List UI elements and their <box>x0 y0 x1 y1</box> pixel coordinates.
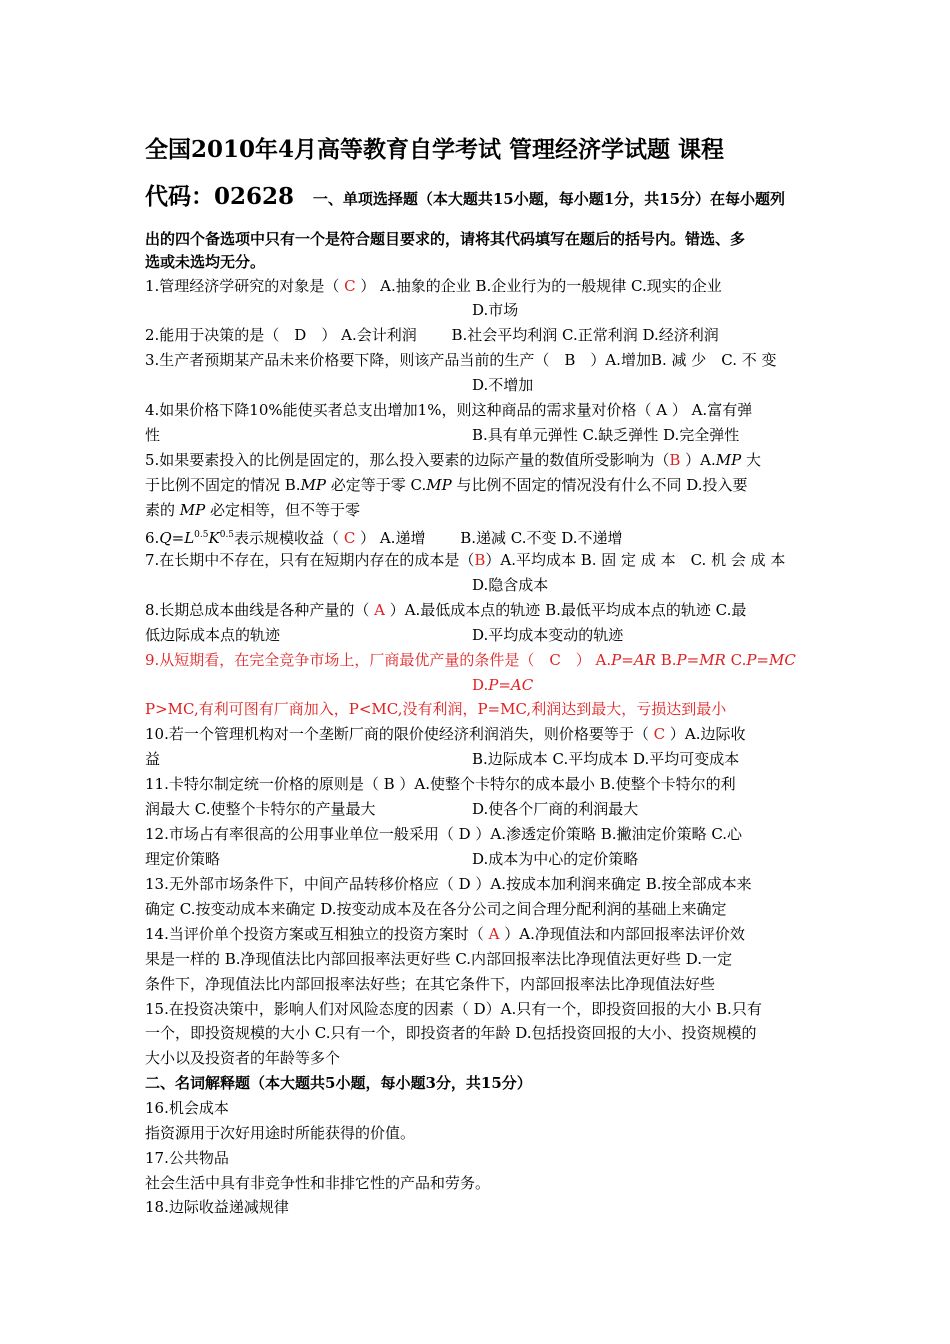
question-15-line2: 一个，即投资规模的大小 C.只有一个，即投资者的年龄 D.包括投资回报的大小、投资规模的 <box>145 1024 757 1042</box>
term-17: 17.公共物品 <box>145 1149 229 1167</box>
question-12: 12.市场占有率很高的公用事业单位一般采用（ D ）A.渗透定价策略 B.撇油定价策略 C.心 <box>145 825 743 843</box>
question-10-cont-options: B.边际成本 C.平均成本 D.平均可变成本 <box>472 750 740 768</box>
question-12-cont: 理定价策略 <box>145 850 221 868</box>
question-9-cont: D.P=AC <box>472 676 534 694</box>
question-14-line3: 条件下，净现值法比内部回报率法好些；在其它条件下，内部回报率法比净现值法好些 <box>145 975 716 993</box>
question-11-cont: 润最大 C.使整个卡特尔的产量最大 <box>145 800 376 818</box>
question-10: 10.若一个管理机构对一个垄断厂商的限价使经济利润消失，则价格要等于（ C ）A.边际收 <box>145 725 746 743</box>
doc-title-line2 <box>145 183 786 210</box>
section1-instructions-line: 出的四个备选项中只有一个是符合题目要求的，请将其代码填写在题后的括号内。错选、多 <box>145 230 746 248</box>
question-8: 8.长期总成本曲线是各种产量的（ A ）A.最低成本点的轨迹 B.最低平均成本点的轨迹 C.最 <box>145 601 747 619</box>
term-16: 16.机会成本 <box>145 1099 229 1117</box>
definition-16: 指资源用于次好用途时所能获得的价值。 <box>145 1124 416 1142</box>
section1-heading: 一、单项选择题（本大题共15小题，每小题1分，共15分）在每小题列 <box>312 190 786 208</box>
doc-title-line1: 全国2010年4月高等教育自学考试 管理经济学试题 课程 <box>145 136 725 163</box>
answer-mark: B <box>474 551 486 569</box>
question-10-cont: 益 <box>145 750 161 768</box>
term-18: 18.边际收益递减规律 <box>145 1198 289 1216</box>
question-13-cont: 确定 C.按变动成本来确定 D.按变动成本及在各分公司之间合理分配利润的基础上来确定 <box>145 900 727 918</box>
section1-instructions-line: 选或未选均无分。 <box>145 253 266 271</box>
question-9: 9.从短期看，在完全竞争市场上，厂商最优产量的条件是（ C ） A.P=AR B.P=MR C.P=MC <box>145 651 796 669</box>
course-code: 代码：02628 <box>145 183 295 210</box>
question-11-cont-options: D.使各个厂商的利润最大 <box>472 800 639 818</box>
question-11: 11.卡特尔制定统一价格的原则是（ B ）A.使整个卡特尔的成本最小 B.使整个卡特尔的利 <box>145 775 736 793</box>
question-4-cont: 性 <box>145 426 161 444</box>
question-12-cont-options: D.成本为中心的定价策略 <box>472 850 639 868</box>
question-5-line3: 素的 MP 必定相等，但不等于零 <box>145 501 361 519</box>
answer-mark: C <box>343 529 356 547</box>
question-5-line2: 于比例不固定的情况 B.MP 必定等于零 C.MP 与比例不固定的情况没有什么不同 D.投入要 <box>145 476 748 494</box>
definition-17: 社会生活中具有非竞争性和非排它性的产品和劳务。 <box>145 1174 491 1192</box>
answer-mark: C <box>344 277 356 295</box>
question-9-note: P>MC,有利可图有厂商加入，P<MC,没有利润，P=MC,利润达到最大，亏损达到最小 <box>145 700 727 718</box>
answer-mark: A <box>488 925 500 943</box>
section2-heading: 二、名词解释题（本大题共5小题，每小题3分，共15分） <box>145 1074 532 1092</box>
question-5: 5.如果要素投入的比例是固定的，那么投入要素的边际产量的数值所受影响为（B ）A.MP 大 <box>145 451 761 469</box>
question-4-cont-options: B.具有单元弹性 C.缺乏弹性 D.完全弹性 <box>472 426 740 444</box>
question-1: 1.管理经济学研究的对象是（ C ） A.抽象的企业 B.企业行为的一般规律 C.现实的企业 <box>145 277 722 295</box>
question-2: 2.能用于决策的是（ D ） A.会计利润 B.社会平均利润 C.正常利润 D.经济利润 <box>145 326 719 344</box>
question-15: 15.在投资决策中，影响人们对风险态度的因素（ D）A.只有一个，即投资回报的大小 B.只有 <box>145 1000 762 1018</box>
question-14-line2: 果是一样的 B.净现值法比内部回报率法更好些 C.内部回报率法比净现值法更好些 D.一定 <box>145 950 733 968</box>
question-7-cont: D.隐含成本 <box>472 576 549 594</box>
answer-mark: B <box>669 451 681 469</box>
question-8-cont: 低边际成本点的轨迹 <box>145 626 281 644</box>
question-14: 14.当评价单个投资方案或互相独立的投资方案时（ A ）A.净现值法和内部回报率法评价效 <box>145 925 745 943</box>
question-3: 3.生产者预期某产品未来价格要下降，则该产品当前的生产（ B ）A.增加B. 减 少 C. 不 变 <box>145 351 777 369</box>
question-6: $6.Q=L^{0.5}K^{0.5}$表示规模收益（ C ） A.递增 B.递减 C.不变 D.不递增 <box>145 529 623 547</box>
question-1-cont: D.市场 <box>472 301 519 319</box>
answer-mark: C <box>653 725 666 743</box>
question-3-cont: D.不增加 <box>472 376 534 394</box>
question-15-line3: 大小以及投资者的年龄等多个 <box>145 1049 341 1067</box>
answer-mark: A <box>374 601 385 619</box>
question-4: 4.如果价格下降10%能使买者总支出增加1%，则这种商品的需求量对价格（ A ） A.富有弹 <box>145 401 753 419</box>
question-8-cont-options: D.平均成本变动的轨迹 <box>472 626 624 644</box>
question-7: 7.在长期中不存在，只有在短期内存在的成本是（B）A.平均成本 B. 固 定 成 本 C. 机 会 成 本 <box>145 551 786 569</box>
question-13: 13.无外部市场条件下，中间产品转移价格应（ D ）A.按成本加利润来确定 B.按全部成本来 <box>145 875 752 893</box>
